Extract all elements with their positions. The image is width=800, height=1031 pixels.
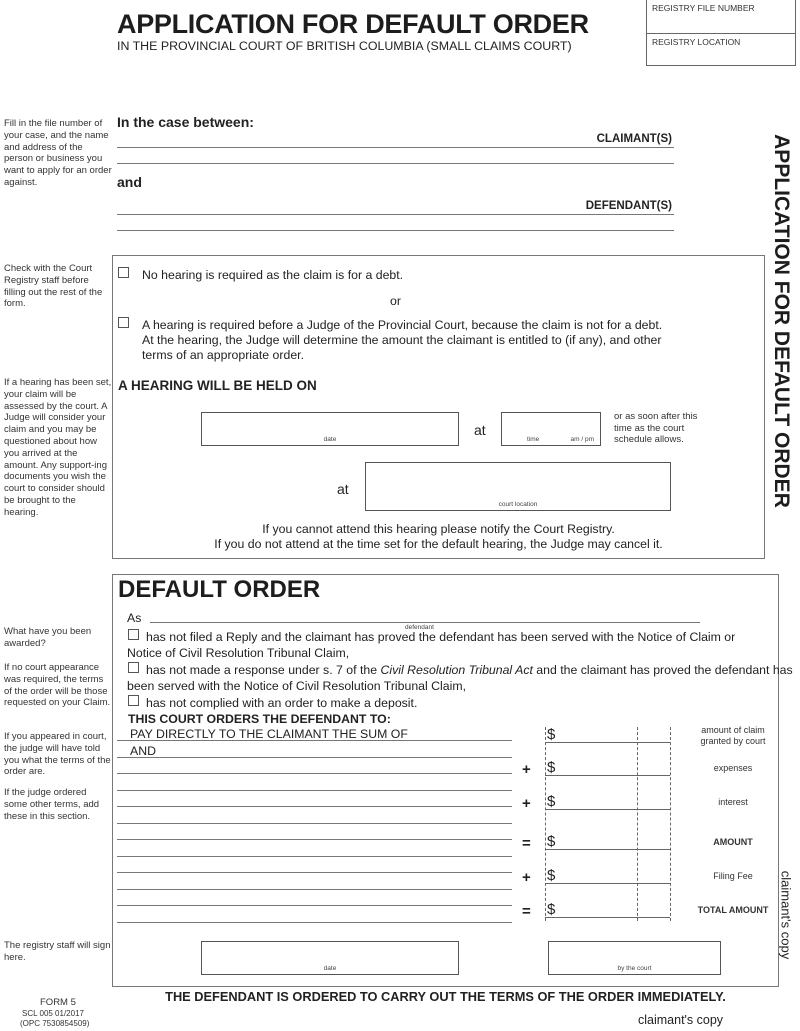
order-term-line[interactable] [117, 773, 512, 774]
order-term-line[interactable] [117, 757, 512, 758]
opc-number: (OPC 7530854509) [20, 1019, 90, 1028]
registry-file-number-field[interactable] [647, 0, 795, 33]
registry-box [646, 0, 796, 66]
amount-column-left-border [545, 727, 546, 921]
dollar-sign: $ [547, 867, 556, 884]
operator-symbol: = [522, 835, 531, 852]
dollar-sign: $ [547, 833, 556, 850]
amount-field[interactable] [545, 866, 670, 884]
amount-field[interactable] [545, 725, 670, 743]
claimants-copy-label: claimant's copy [638, 1013, 724, 1027]
hearing-section [112, 255, 765, 559]
amount-label: amount of claim granted by court [700, 725, 766, 746]
side-note-hearing: If a hearing has been set, your claim will be assessed by the court. A Judge will consider your claim and you may be questioned about how you arrived at the amount. Any support-ing documents you wish the court to consider should be brought to the hearing. [4, 377, 112, 518]
court-location-field[interactable] [365, 462, 671, 511]
claimant-label: CLAIMANT(S) [596, 133, 672, 145]
amount-field[interactable] [545, 832, 670, 850]
order-term-line[interactable] [117, 856, 512, 857]
no-deposit-checkbox[interactable] [128, 695, 139, 706]
side-note-registry-sign: The registry staff will sign here. [4, 940, 111, 963]
order-term-line[interactable] [117, 889, 512, 890]
dollar-sign: $ [547, 759, 556, 776]
amount-field[interactable] [545, 792, 670, 810]
amount-label: AMOUNT [713, 837, 753, 847]
side-note-no-appearance: If no court appearance was required, the terms of the order will be those requested on your Claim. [4, 662, 111, 709]
claimant-line-2[interactable] [117, 163, 674, 164]
vertical-copy-label: claimant's copy [778, 870, 794, 960]
order-term-line[interactable] [117, 823, 512, 824]
operator-symbol: + [522, 869, 531, 886]
registry-location-field[interactable] [647, 33, 795, 66]
amount-column-right-border [670, 727, 671, 921]
registry-file-number-label: REGISTRY FILE NUMBER [652, 3, 755, 13]
reason-no-deposit-text: has not complied with an order to make a deposit. [146, 696, 418, 710]
order-term-line[interactable] [117, 740, 512, 741]
dollar-sign: $ [547, 901, 556, 918]
operator-symbol: = [522, 903, 531, 920]
form-number: FORM 5 [40, 997, 76, 1008]
defendant-caption: defendant [405, 624, 434, 631]
form-code: SCL 005 01/2017 [22, 1009, 84, 1018]
hearing-notice: If you cannot attend this hearing please notify the Court Registry. If you do not attend at the time set for the default hearing, the Judge may cancel it. [214, 522, 663, 551]
time-caption: time [527, 436, 540, 443]
hearing-held-on-label: A HEARING WILL BE HELD ON [118, 378, 317, 393]
dollar-sign: $ [547, 726, 556, 743]
sign-date-caption: date [323, 965, 337, 972]
amount-field[interactable] [545, 758, 670, 776]
operator-symbol: + [522, 761, 531, 778]
case-between-label: In the case between: [117, 114, 254, 130]
side-note-awarded: What have you been awarded? [4, 626, 92, 649]
amount-label: Filing Fee [713, 871, 753, 881]
defendant-line-1[interactable] [117, 214, 674, 215]
reason-no-reply-text: has not filed a Reply and the claimant has proved the defendant has been served with the Notice of Claim or [146, 630, 736, 644]
sign-date-field[interactable] [201, 941, 459, 975]
no-response-checkbox[interactable] [128, 662, 139, 673]
form-subtitle: IN THE PROVINCIAL COURT OF BRITISH COLUMBIA (SMALL CLAIMS COURT) [117, 39, 572, 53]
amount-label: TOTAL AMOUNT [697, 905, 769, 915]
order-term-line[interactable] [117, 905, 512, 906]
by-the-court-field[interactable] [548, 941, 721, 975]
amount-label: expenses [713, 763, 753, 773]
operator-symbol: + [522, 795, 531, 812]
reason-no-response-text-2: been served with the Notice of Civil Resolution Tribunal Claim, [127, 679, 467, 693]
hearing-date-field[interactable] [201, 412, 459, 446]
at-label-location: at [337, 481, 349, 497]
claimant-line-1[interactable] [117, 147, 674, 148]
order-term-line[interactable] [117, 790, 512, 791]
pay-line-text: PAY DIRECTLY TO THE CLAIMANT THE SUM OF [130, 727, 408, 741]
vertical-side-title: APPLICATION FOR DEFAULT ORDER [770, 134, 793, 508]
orders-heading: THIS COURT ORDERS THE DEFENDANT TO: [128, 712, 391, 726]
amount-field[interactable] [545, 900, 670, 918]
amount-column-cents-divider [637, 727, 638, 921]
default-order-heading: DEFAULT ORDER [118, 576, 321, 603]
side-note-appeared: If you appeared in court, the judge will have told you what the terms of the order are. [4, 731, 111, 778]
side-note-case: Fill in the file number of your case, and the name and address of the person or business you want to apply for an order against. [4, 118, 112, 188]
order-term-line[interactable] [117, 922, 512, 923]
defendant-line-2[interactable] [117, 230, 674, 231]
order-term-line[interactable] [117, 839, 512, 840]
order-term-line[interactable] [117, 872, 512, 873]
form-title: APPLICATION FOR DEFAULT ORDER [117, 9, 589, 39]
dollar-sign: $ [547, 793, 556, 810]
by-the-court-caption: by the court [617, 965, 652, 972]
defendant-label: DEFENDANT(S) [585, 200, 672, 212]
and-line-text: AND [130, 744, 156, 758]
no-hearing-text: No hearing is required as the claim is for a debt. [142, 268, 404, 282]
and-label: and [117, 174, 142, 190]
as-label: As [127, 611, 142, 625]
hearing-required-text: A hearing is required before a Judge of the Provincial Court, because the claim is not for a debt. At the hearing, the Judge will determine the amount the claimant is entitled to (if any), and other terms of an appropriate order. [142, 318, 663, 362]
hearing-time-field[interactable] [501, 412, 601, 446]
or-label: or [390, 294, 401, 308]
hearing-date-caption: date [323, 436, 337, 443]
no-hearing-checkbox[interactable] [118, 267, 129, 278]
defendant-name-line[interactable] [150, 622, 700, 623]
order-term-line[interactable] [117, 806, 512, 807]
schedule-note: or as soon after this time as the court schedule allows. [614, 411, 698, 445]
registry-location-label: REGISTRY LOCATION [652, 37, 741, 47]
amount-label: interest [718, 797, 748, 807]
side-note-other-terms: If the judge ordered some other terms, add these in this section. [4, 787, 100, 822]
ampm-caption: am / pm [570, 436, 594, 443]
reason-no-response-text: has not made a response under s. 7 of the Civil Resolution Tribunal Act and the claimant has proved the defendant has [146, 663, 793, 677]
court-location-caption: court location [498, 501, 538, 508]
hearing-required-checkbox[interactable] [118, 317, 129, 328]
closing-statement: THE DEFENDANT IS ORDERED TO CARRY OUT THE TERMS OF THE ORDER IMMEDIATELY. [165, 989, 726, 1004]
reason-no-reply-text-2: Notice of Civil Resolution Tribunal Claim, [127, 646, 350, 660]
no-reply-checkbox[interactable] [128, 629, 139, 640]
side-note-check: Check with the Court Registry staff before filling out the rest of the form. [4, 263, 103, 310]
at-label-time: at [474, 422, 486, 438]
